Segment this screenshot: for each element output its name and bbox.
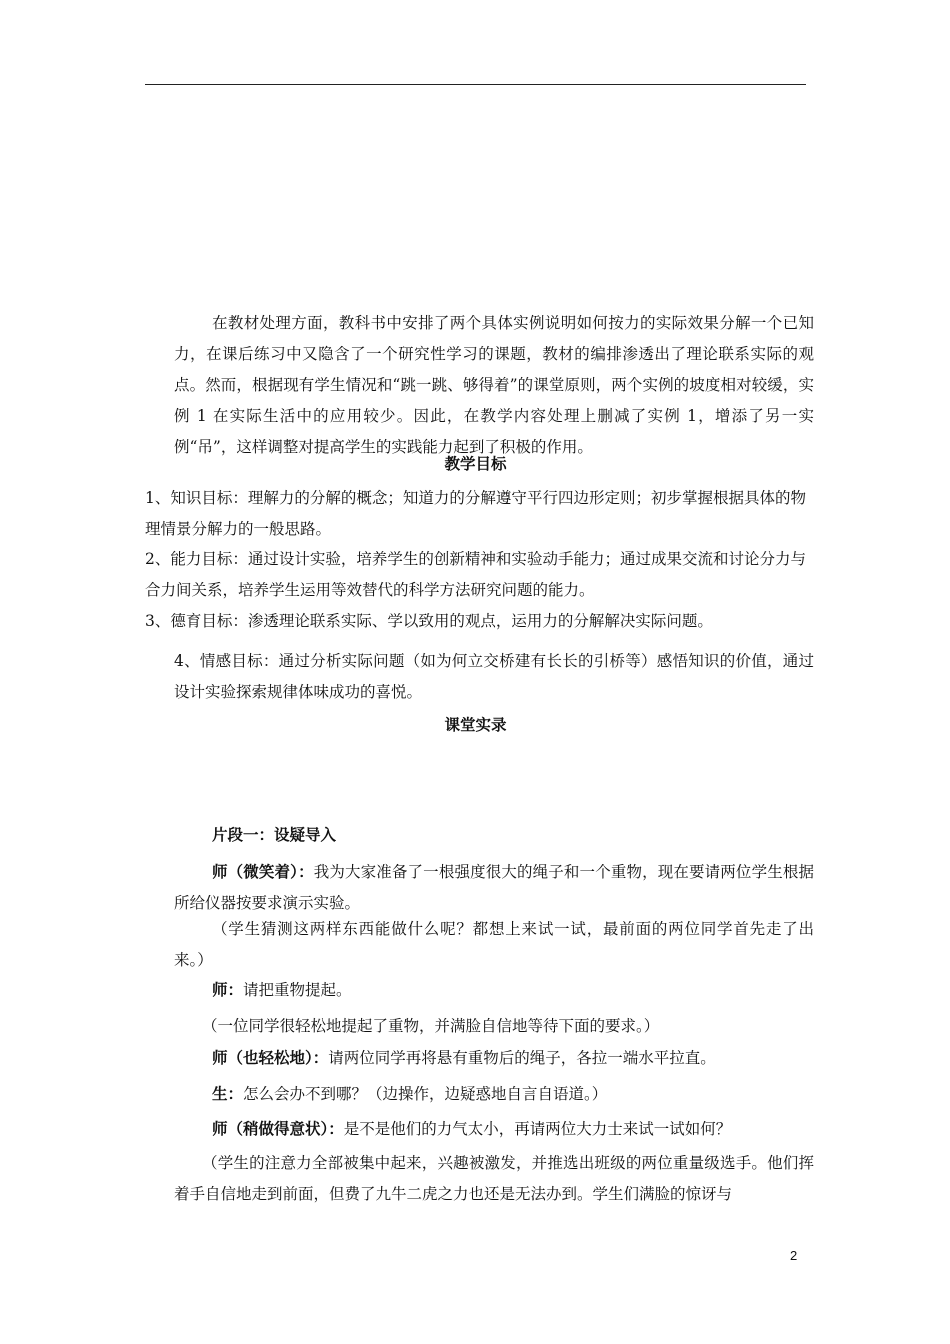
utterance: （学生猜测这两样东西能做什么呢？都想上来试一试，最前面的两位同学首先走了出来。） [174, 920, 814, 969]
goal-ability: 2、能力目标：通过设计实验，培养学生的创新精神和实验动手能力；通过成果交流和讨论分力与合力间关系，培养学生运用等效替代的科学方法研究问题的能力。 [145, 550, 806, 599]
goal-emotion: 4、情感目标：通过分析实际问题（如为何立交桥建有长长的引桥等）感悟知识的价值，通过设计实验探索规律体味成功的喜悦。 [174, 652, 814, 701]
speaker: 师（稍做得意状）： [212, 1120, 344, 1138]
dialogue-line [174, 1079, 814, 1110]
utterance: 是不是他们的力气太小，再请两位大力士来试一试如何？ [343, 1120, 732, 1138]
dialogue-line [174, 914, 814, 976]
goal-knowledge: 1、知识目标：理解力的分解的概念；知道力的分解遵守平行四边形定则；初步掌握根据具体的物理情景分解力的一般思路。 [145, 489, 806, 538]
header-rule [145, 84, 806, 85]
dialogue-line [174, 1043, 814, 1074]
segment-title: 片段一：设疑导入 [212, 826, 337, 844]
dialogue-line [174, 1148, 814, 1210]
dialogue-line [174, 857, 814, 919]
speaker: 师（微笑着）： [212, 863, 314, 881]
utterance: 我为大家准备了一根强度很大的绳子和一个重物，现在要请两位学生根据所给仪器按要求演示实验。 [174, 863, 814, 912]
page-number: 2 [790, 1248, 798, 1263]
goal-moral: 3、德育目标：渗透理论联系实际、学以致用的观点，运用力的分解解决实际问题。 [145, 612, 713, 630]
speaker: 生： [212, 1085, 244, 1103]
heading-teaching-goals: 教学目标 [444, 455, 507, 473]
dialogue-line [174, 1114, 814, 1145]
utterance: 请两位同学再将悬有重物后的绳子，各拉一端水平拉直。 [328, 1049, 716, 1067]
heading-class-record: 课堂实录 [444, 716, 507, 734]
speaker: 师： [212, 981, 244, 999]
utterance: （学生的注意力全部被集中起来，兴趣被激发，并推选出班级的两位重量级选手。他们挥着手自信地走到前面，但费了九牛二虎之力也还是无法办到。学生们满脸的惊讶与 [174, 1154, 814, 1203]
intro-paragraph: 在教材处理方面，教科书中安排了两个具体实例说明如何按力的实际效果分解一个已知力，在课后练习中又隐含了一个研究性学习的课题，教材的编排渗透出了理论联系实际的观点。然而，根据现有学生情况和“跳一跳、够得着”的课堂原则，两个实例的坡度相对较缓，实例 1 在实际生活中的应用较少。因此，在教学内容处理上删减了实例 1，增添了另一实例“吊”，这样调整对提高学生的实践能力起到了积极的作用。 [174, 314, 814, 456]
speaker: 师（也轻松地）： [212, 1049, 329, 1067]
utterance: 请把重物提起。 [243, 981, 352, 999]
dialogue-line [174, 975, 814, 1006]
utterance: （一位同学很轻松地提起了重物，并满脸自信地等待下面的要求。） [202, 1017, 660, 1035]
dialogue-line [174, 1011, 814, 1042]
utterance: 怎么会办不到哪？（边操作，边疑惑地自言自语道。） [243, 1085, 608, 1103]
